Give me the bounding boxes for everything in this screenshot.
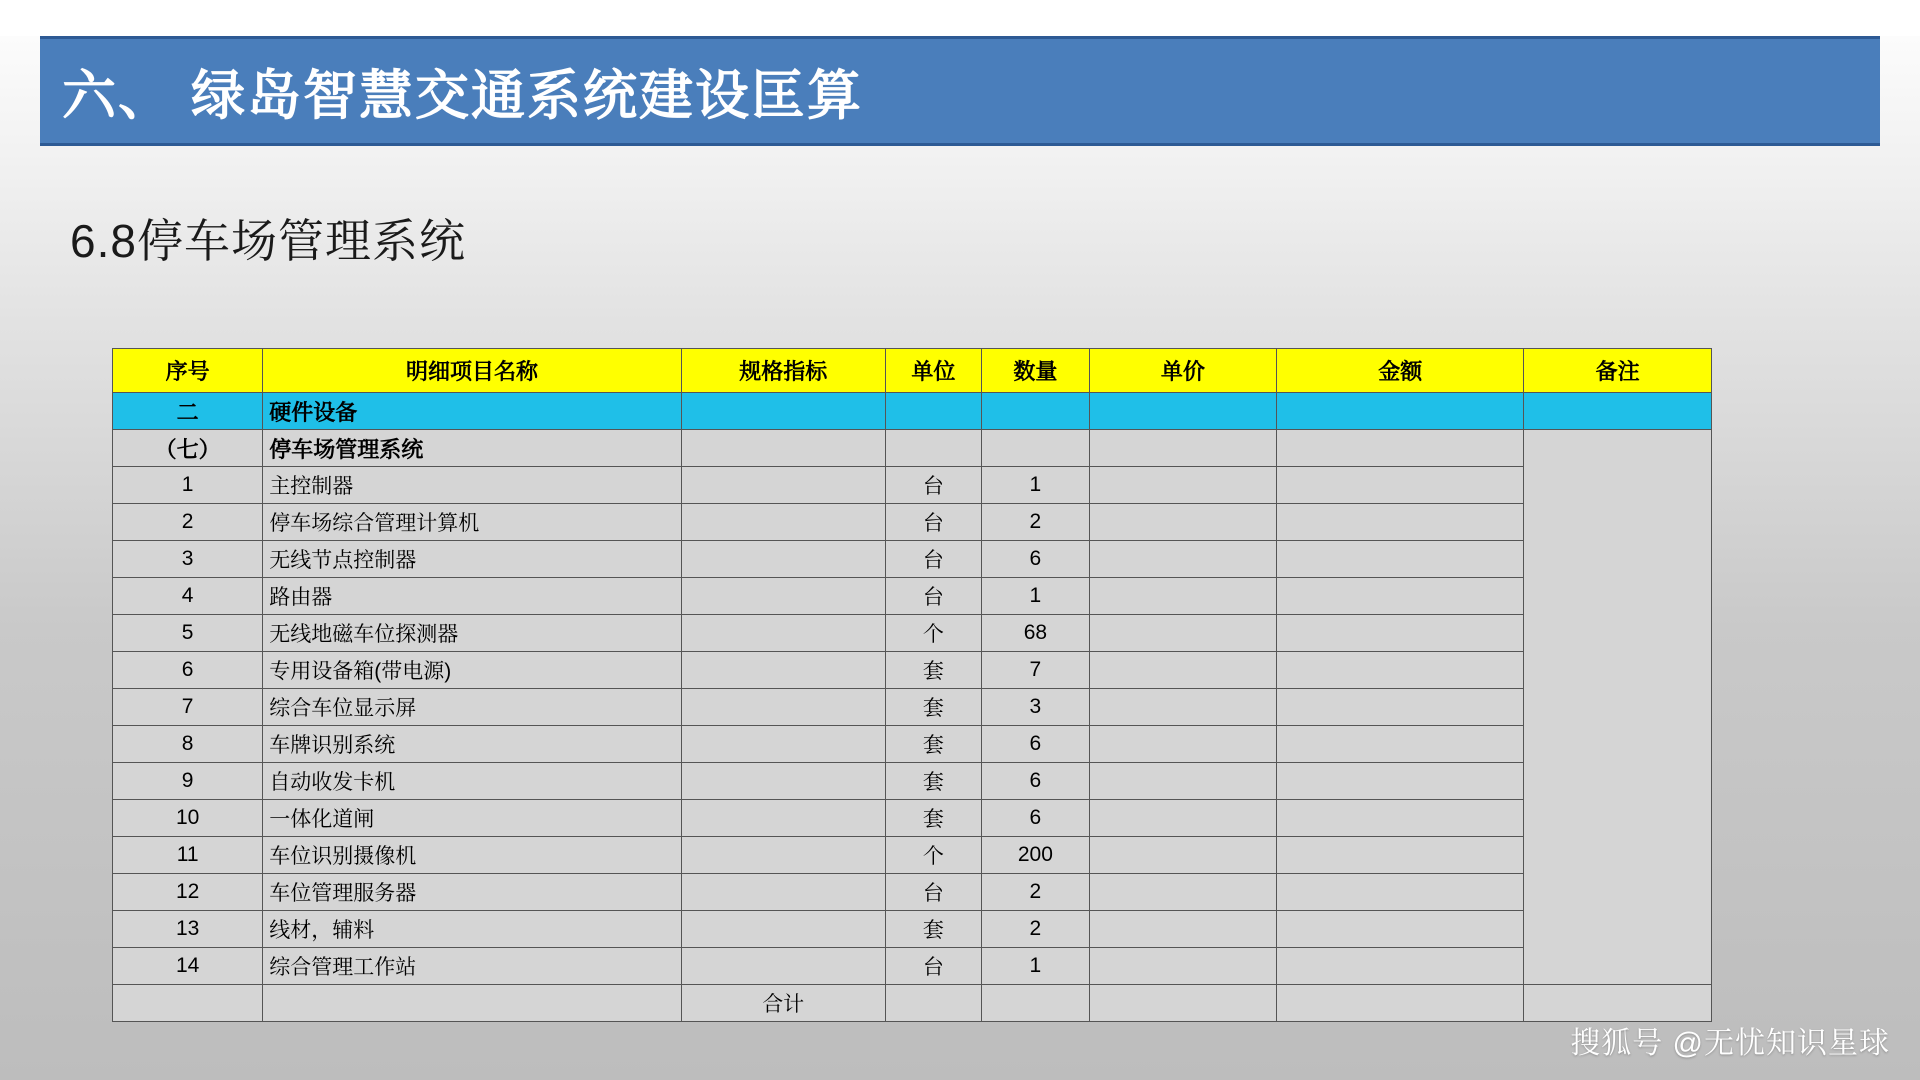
table-row bbox=[113, 874, 1712, 911]
row-name: 无线节点控制器 bbox=[263, 541, 682, 578]
subcategory-qty bbox=[982, 430, 1089, 467]
column-header-unit: 单位 bbox=[885, 349, 982, 393]
row-no: 1 bbox=[113, 467, 263, 504]
row-qty: 2 bbox=[982, 504, 1089, 541]
row-amount bbox=[1277, 689, 1524, 726]
row-name: 主控制器 bbox=[263, 467, 682, 504]
row-qty: 2 bbox=[982, 874, 1089, 911]
row-price bbox=[1089, 615, 1277, 652]
row-no: 11 bbox=[113, 837, 263, 874]
category-name: 硬件设备 bbox=[263, 393, 682, 430]
row-price bbox=[1089, 726, 1277, 763]
row-no: 3 bbox=[113, 541, 263, 578]
row-name: 专用设备箱(带电源) bbox=[263, 652, 682, 689]
row-spec bbox=[681, 689, 885, 726]
row-spec bbox=[681, 578, 885, 615]
table-total-row bbox=[113, 985, 1712, 1022]
row-name: 综合管理工作站 bbox=[263, 948, 682, 985]
watermark: 搜狐号 @无忧知识星球 bbox=[1570, 1027, 1890, 1060]
row-amount bbox=[1277, 911, 1524, 948]
row-price bbox=[1089, 578, 1277, 615]
table-header-row bbox=[113, 349, 1712, 393]
table-row bbox=[113, 837, 1712, 874]
table-row bbox=[113, 763, 1712, 800]
row-unit: 套 bbox=[885, 800, 982, 837]
row-name: 车牌识别系统 bbox=[263, 726, 682, 763]
row-unit: 台 bbox=[885, 578, 982, 615]
page-title: 六、 绿岛智慧交通系统建设匡算 bbox=[62, 65, 864, 126]
table-row bbox=[113, 467, 1712, 504]
row-amount bbox=[1277, 578, 1524, 615]
column-header-spec: 规格指标 bbox=[681, 349, 885, 393]
row-amount bbox=[1277, 800, 1524, 837]
row-spec bbox=[681, 763, 885, 800]
row-no: 6 bbox=[113, 652, 263, 689]
table-category-row bbox=[113, 393, 1712, 430]
row-qty: 6 bbox=[982, 541, 1089, 578]
slide-header-band bbox=[40, 36, 1880, 146]
row-spec bbox=[681, 800, 885, 837]
table-row bbox=[113, 541, 1712, 578]
subcategory-unit bbox=[885, 430, 982, 467]
column-header-no: 序号 bbox=[113, 349, 263, 393]
row-unit: 套 bbox=[885, 652, 982, 689]
row-spec bbox=[681, 948, 885, 985]
subcategory-price bbox=[1089, 430, 1277, 467]
row-spec bbox=[681, 615, 885, 652]
row-unit: 个 bbox=[885, 615, 982, 652]
row-name: 路由器 bbox=[263, 578, 682, 615]
column-header-amount: 金额 bbox=[1277, 349, 1524, 393]
row-qty: 68 bbox=[982, 615, 1089, 652]
row-price bbox=[1089, 504, 1277, 541]
row-price bbox=[1089, 467, 1277, 504]
total-remark bbox=[1524, 985, 1712, 1022]
row-price bbox=[1089, 689, 1277, 726]
row-no: 8 bbox=[113, 726, 263, 763]
row-no: 7 bbox=[113, 689, 263, 726]
row-amount bbox=[1277, 615, 1524, 652]
total-qty bbox=[982, 985, 1089, 1022]
row-amount bbox=[1277, 652, 1524, 689]
row-spec bbox=[681, 911, 885, 948]
subcategory-name: 停车场管理系统 bbox=[263, 430, 682, 467]
row-unit: 套 bbox=[885, 726, 982, 763]
row-name: 线材，辅料 bbox=[263, 911, 682, 948]
row-unit: 套 bbox=[885, 689, 982, 726]
total-amount bbox=[1277, 985, 1524, 1022]
row-price bbox=[1089, 837, 1277, 874]
row-spec bbox=[681, 874, 885, 911]
row-price bbox=[1089, 652, 1277, 689]
subcategory-spec bbox=[681, 430, 885, 467]
subcategory-amount bbox=[1277, 430, 1524, 467]
table-row bbox=[113, 800, 1712, 837]
section-title: 6.8停车场管理系统 bbox=[70, 215, 466, 267]
row-qty: 6 bbox=[982, 800, 1089, 837]
row-qty: 3 bbox=[982, 689, 1089, 726]
row-price bbox=[1089, 541, 1277, 578]
category-qty bbox=[982, 393, 1089, 430]
row-amount bbox=[1277, 763, 1524, 800]
row-amount bbox=[1277, 874, 1524, 911]
row-unit: 台 bbox=[885, 467, 982, 504]
row-no: 9 bbox=[113, 763, 263, 800]
category-price bbox=[1089, 393, 1277, 430]
row-amount bbox=[1277, 504, 1524, 541]
row-qty: 1 bbox=[982, 948, 1089, 985]
row-spec bbox=[681, 726, 885, 763]
row-name: 车位识别摄像机 bbox=[263, 837, 682, 874]
row-spec bbox=[681, 837, 885, 874]
row-no: 5 bbox=[113, 615, 263, 652]
row-amount bbox=[1277, 467, 1524, 504]
row-name: 车位管理服务器 bbox=[263, 874, 682, 911]
table-row bbox=[113, 615, 1712, 652]
row-name: 综合车位显示屏 bbox=[263, 689, 682, 726]
category-unit bbox=[885, 393, 982, 430]
row-no: 12 bbox=[113, 874, 263, 911]
row-price bbox=[1089, 948, 1277, 985]
budget-table bbox=[112, 348, 1712, 1022]
row-qty: 6 bbox=[982, 763, 1089, 800]
row-unit: 台 bbox=[885, 948, 982, 985]
category-spec bbox=[681, 393, 885, 430]
category-no: 二 bbox=[113, 393, 263, 430]
table-subcategory-row bbox=[113, 430, 1712, 467]
row-qty: 1 bbox=[982, 578, 1089, 615]
row-price bbox=[1089, 763, 1277, 800]
row-spec bbox=[681, 467, 885, 504]
row-unit: 套 bbox=[885, 763, 982, 800]
row-qty: 7 bbox=[982, 652, 1089, 689]
row-no: 4 bbox=[113, 578, 263, 615]
column-header-qty: 数量 bbox=[982, 349, 1089, 393]
row-unit: 个 bbox=[885, 837, 982, 874]
top-white-strip bbox=[0, 0, 1920, 36]
total-label: 合计 bbox=[681, 985, 885, 1022]
row-qty: 1 bbox=[982, 467, 1089, 504]
row-name: 无线地磁车位探测器 bbox=[263, 615, 682, 652]
column-header-name: 明细项目名称 bbox=[263, 349, 682, 393]
category-remark bbox=[1524, 393, 1712, 430]
row-qty: 200 bbox=[982, 837, 1089, 874]
row-unit: 台 bbox=[885, 541, 982, 578]
row-amount bbox=[1277, 837, 1524, 874]
row-no: 13 bbox=[113, 911, 263, 948]
total-no bbox=[113, 985, 263, 1022]
row-no: 10 bbox=[113, 800, 263, 837]
row-qty: 2 bbox=[982, 911, 1089, 948]
row-price bbox=[1089, 874, 1277, 911]
category-amount bbox=[1277, 393, 1524, 430]
table-row bbox=[113, 948, 1712, 985]
row-name: 自动收发卡机 bbox=[263, 763, 682, 800]
row-spec bbox=[681, 504, 885, 541]
total-unit bbox=[885, 985, 982, 1022]
row-price bbox=[1089, 800, 1277, 837]
table-row bbox=[113, 652, 1712, 689]
subcategory-no: （七） bbox=[113, 430, 263, 467]
column-header-price: 单价 bbox=[1089, 349, 1277, 393]
total-price bbox=[1089, 985, 1277, 1022]
table-row bbox=[113, 911, 1712, 948]
row-amount bbox=[1277, 541, 1524, 578]
row-price bbox=[1089, 911, 1277, 948]
row-name: 停车场综合管理计算机 bbox=[263, 504, 682, 541]
table-row bbox=[113, 689, 1712, 726]
row-spec bbox=[681, 652, 885, 689]
table-row bbox=[113, 578, 1712, 615]
row-unit: 台 bbox=[885, 504, 982, 541]
row-qty: 6 bbox=[982, 726, 1089, 763]
row-no: 14 bbox=[113, 948, 263, 985]
row-spec bbox=[681, 541, 885, 578]
total-name bbox=[263, 985, 682, 1022]
column-header-remark: 备注 bbox=[1524, 349, 1712, 393]
row-unit: 台 bbox=[885, 874, 982, 911]
subcategory-remark bbox=[1524, 430, 1712, 985]
row-amount bbox=[1277, 726, 1524, 763]
table-row bbox=[113, 726, 1712, 763]
row-unit: 套 bbox=[885, 911, 982, 948]
row-amount bbox=[1277, 948, 1524, 985]
row-name: 一体化道闸 bbox=[263, 800, 682, 837]
table-row bbox=[113, 504, 1712, 541]
row-no: 2 bbox=[113, 504, 263, 541]
